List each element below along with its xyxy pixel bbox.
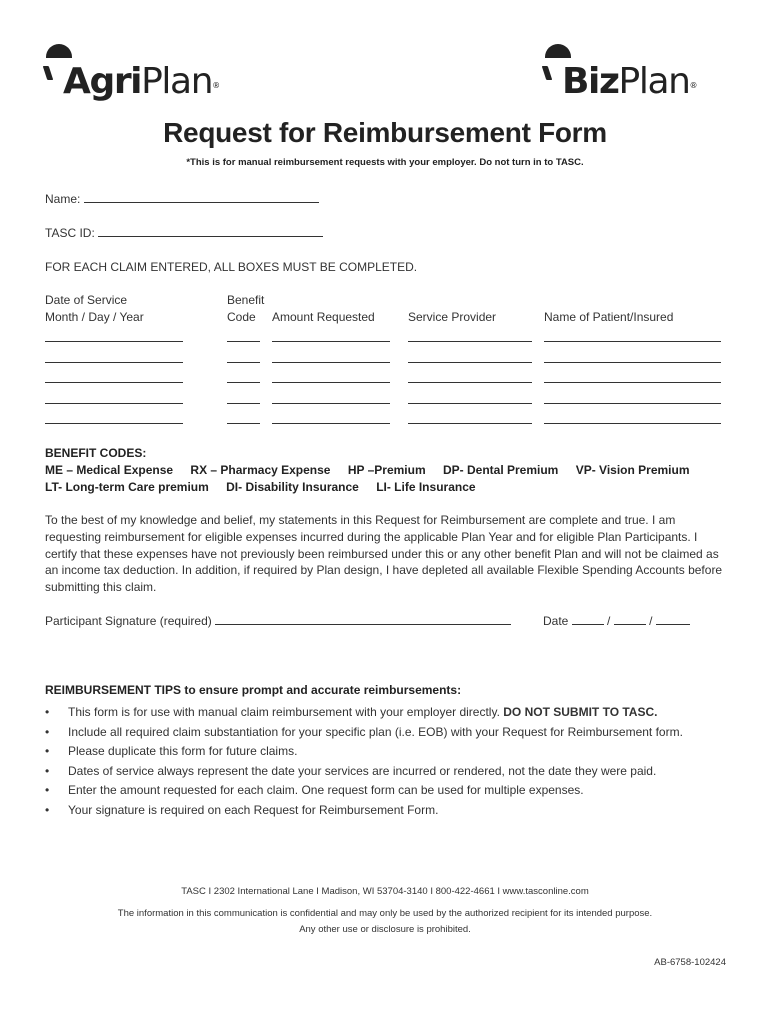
row-provider-blank[interactable] bbox=[408, 362, 532, 363]
list-item: • Dates of service always represent the date your services are incurred or rendered, not the date they were paid. bbox=[45, 762, 735, 782]
bullet: • bbox=[45, 744, 50, 759]
name-label: Name: bbox=[45, 192, 81, 206]
bizplan-logo-mark-icon bbox=[543, 44, 559, 94]
date-label: Date bbox=[543, 614, 569, 628]
row-date-blank[interactable] bbox=[45, 341, 183, 342]
name-field[interactable] bbox=[45, 192, 319, 206]
column-header-amount: Amount Requested bbox=[272, 310, 375, 324]
column-header-code bbox=[227, 292, 264, 326]
benefit-code: HP –Premium bbox=[347, 463, 426, 477]
bullet: • bbox=[45, 705, 50, 719]
date-field[interactable] bbox=[543, 614, 690, 628]
date-header-line1: Date of Service bbox=[45, 293, 128, 307]
footer-address: TASC I 2302 International Lane I Madison, WI 53704-3140 I 800-422-4661 I www.tasconline.com bbox=[181, 886, 589, 897]
row-date-blank[interactable] bbox=[45, 423, 183, 424]
benefit-code: ME – Medical Expense bbox=[45, 463, 174, 477]
benefit-code: DI- Disability Insurance bbox=[226, 480, 359, 494]
bullet: • bbox=[45, 783, 50, 798]
row-patient-blank[interactable] bbox=[544, 403, 721, 404]
row-patient-blank[interactable] bbox=[544, 382, 721, 383]
row-date-blank[interactable] bbox=[45, 382, 183, 383]
benefit-code: RX – Pharmacy Expense bbox=[190, 463, 331, 477]
benefit-code: DP- Dental Premium bbox=[442, 463, 559, 477]
signature-blank[interactable] bbox=[215, 614, 511, 625]
row-amount-blank[interactable] bbox=[272, 423, 390, 424]
page-subtitle: *This is for manual reimbursement requests with your employer. Do not turn in to TASC. bbox=[186, 157, 584, 168]
agriplan-logo-mark-icon bbox=[44, 44, 60, 94]
date-separator: / bbox=[607, 614, 611, 628]
row-code-blank[interactable] bbox=[227, 403, 260, 404]
tasc-id-label: TASC ID: bbox=[45, 226, 95, 240]
row-code-blank[interactable] bbox=[227, 382, 260, 383]
row-code-blank[interactable] bbox=[227, 341, 260, 342]
benefit-codes-line1 bbox=[45, 463, 704, 477]
date-day-blank[interactable] bbox=[614, 614, 646, 625]
benefit-codes-title: BENEFIT CODES: bbox=[45, 446, 147, 460]
row-date-blank[interactable] bbox=[45, 362, 183, 363]
row-code-blank[interactable] bbox=[227, 362, 260, 363]
date-month-blank[interactable] bbox=[572, 614, 604, 625]
code-header-line1: Benefit bbox=[227, 293, 265, 307]
code-header-line2: Code bbox=[227, 310, 256, 324]
row-amount-blank[interactable] bbox=[272, 382, 390, 383]
row-date-blank[interactable] bbox=[45, 403, 183, 404]
bullet: • bbox=[45, 724, 50, 739]
confidential-line1: The information in this communication is confidential and may only be used by the authorized recipient for its intended purpose. bbox=[117, 908, 653, 919]
bizplan-logo-text: BizPlan® bbox=[562, 61, 698, 102]
tasc-id-blank[interactable] bbox=[98, 226, 323, 237]
date-header-line2: Month / Day / Year bbox=[45, 310, 144, 324]
row-patient-blank[interactable] bbox=[544, 341, 721, 342]
row-provider-blank[interactable] bbox=[408, 403, 532, 404]
list-item: • Your signature is required on each Request for Reimbursement Form. bbox=[45, 801, 735, 821]
row-code-blank[interactable] bbox=[227, 423, 260, 424]
list-item: • Include all required claim substantiation for your specific plan (i.e. EOB) with your Request for Reimbursement form. bbox=[45, 723, 735, 743]
benefit-code: LI- Life Insurance bbox=[376, 480, 476, 494]
row-provider-blank[interactable] bbox=[408, 423, 532, 424]
agriplan-logo bbox=[44, 44, 220, 100]
row-provider-blank[interactable] bbox=[408, 382, 532, 383]
benefit-code: VP- Vision Premium bbox=[575, 463, 690, 477]
bullet: • bbox=[45, 802, 50, 817]
certification-statement: To the best of my knowledge and belief, my statements in this Request for Reimbursement are complete and true. I am requesting reimbursement for eligible expenses incurred during the applicable Plan Year and for eligible Plan Participants. I certify that these expenses have not previously been reimbursed under this or any other benefit Plan and will not be claimed as an income tax deduction. In addition, if required by Plan design, I have depleted all available Flexible Spending Accounts before submitting this claim. bbox=[45, 513, 723, 595]
tasc-id-field[interactable] bbox=[45, 226, 323, 240]
row-patient-blank[interactable] bbox=[544, 423, 721, 424]
agriplan-logo-text: AgriPlan® bbox=[63, 61, 221, 102]
tips-list bbox=[45, 703, 735, 821]
signature-field[interactable] bbox=[45, 614, 511, 628]
list-item: • Enter the amount requested for each claim. One request form can be used for multiple expenses. bbox=[45, 781, 735, 801]
row-provider-blank[interactable] bbox=[408, 341, 532, 342]
column-header-patient: Name of Patient/Insured bbox=[544, 310, 674, 324]
column-header-date bbox=[45, 292, 144, 326]
row-amount-blank[interactable] bbox=[272, 362, 390, 363]
bizplan-logo bbox=[543, 44, 698, 100]
tips-title: REIMBURSEMENT TIPS to ensure prompt and accurate reimbursements: bbox=[45, 683, 462, 697]
bullet: • bbox=[45, 763, 50, 778]
name-blank[interactable] bbox=[84, 192, 319, 203]
benefit-codes-line2 bbox=[45, 480, 490, 494]
page-title: Request for Reimbursement Form bbox=[163, 117, 607, 148]
date-year-blank[interactable] bbox=[656, 614, 690, 625]
confidential-line2: Any other use or disclosure is prohibited. bbox=[299, 924, 471, 935]
row-amount-blank[interactable] bbox=[272, 403, 390, 404]
signature-label: Participant Signature (required) bbox=[45, 614, 212, 628]
row-amount-blank[interactable] bbox=[272, 341, 390, 342]
document-number: AB-6758-102424 bbox=[654, 957, 726, 968]
list-item: • Please duplicate this form for future claims. bbox=[45, 742, 735, 762]
date-separator: / bbox=[649, 614, 653, 628]
footer-confidential bbox=[0, 906, 770, 938]
list-item: • This form is for use with manual claim reimbursement with your employer directly. DO NOT SUBMIT TO TASC. bbox=[45, 703, 735, 723]
row-patient-blank[interactable] bbox=[544, 362, 721, 363]
completion-notice: FOR EACH CLAIM ENTERED, ALL BOXES MUST BE COMPLETED. bbox=[45, 260, 418, 274]
column-header-provider: Service Provider bbox=[408, 310, 497, 324]
benefit-code: LT- Long-term Care premium bbox=[45, 480, 209, 494]
